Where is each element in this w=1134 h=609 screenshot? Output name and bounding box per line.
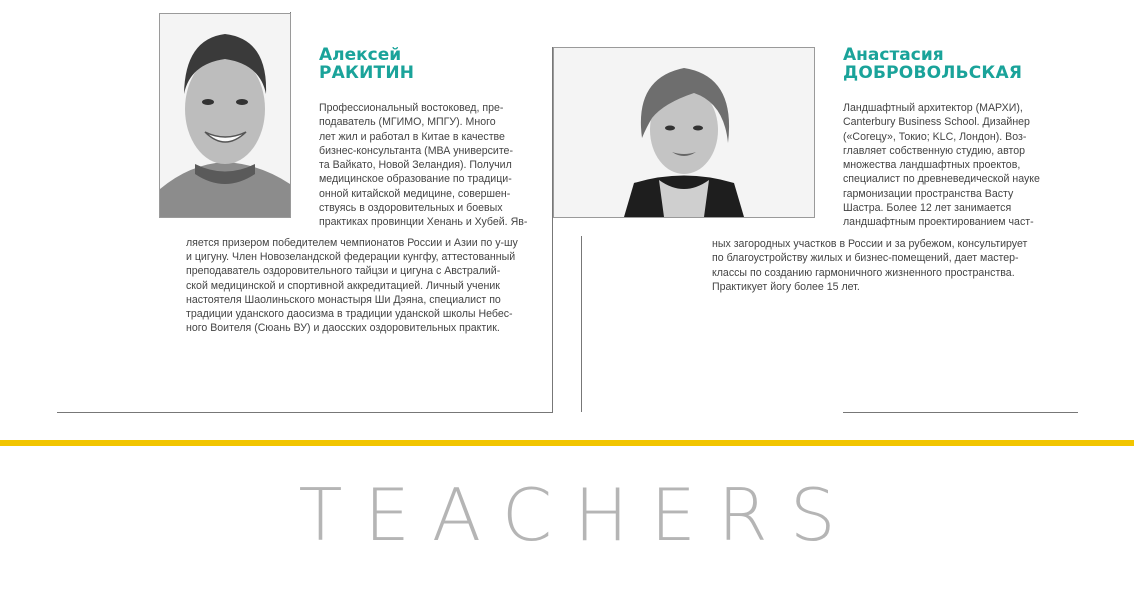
right-column-divider [581,236,582,412]
bio-line: настоятеля Шаолиньского монастыря Ши Дэяна, специалист по [186,293,501,306]
bio-line: гармонизации пространства Васту [843,187,1014,200]
bio-line: ской медицинской и спортивной аккредитацией. Личный ученик [186,279,500,292]
yellow-accent-bar [0,440,1134,446]
bio-line: Шастра. Более 12 лет занимается [843,202,1012,215]
bio-line: лет жил и работал в Китае в качестве [319,130,505,143]
right-bottom-rule [843,412,1078,413]
bio-line: ляется призером победителем чемпионатов России и Азии по у-шу [186,236,518,249]
portrait-man-image [160,14,290,217]
teacher-bio-dobrovolskaya [843,101,1040,230]
teacher-photo-dobrovolskaya [553,47,815,218]
bio-line: специалист по древневедической науке [843,173,1040,186]
bio-line: бизнес-консультанта (МВА университе- [319,144,513,157]
first-name: Анастасия [843,45,944,65]
bio-line: ного Воителя (Сюань ВУ) и даосских оздоровительных практик. [186,322,500,335]
bio-line: ствуясь в оздоровительных и боевых [319,202,503,215]
teacher-name-dobrovolskaya [843,46,1022,82]
bio-line: по благоустройству жилых и бизнес-помещений, дает мастер- [712,252,1019,265]
teacher-bio-rakitin [319,101,527,230]
bio-line: ландшафтным проектированием част- [843,216,1034,229]
bio-line: подаватель (МГИМО, МПГУ). Много [319,116,496,129]
bio-line: («Согецу», Токио; KLC, Лондон). Воз- [843,130,1027,143]
bio-line: и цигуну. Член Новозеландской федерации кунгфу, аттестованный [186,250,516,263]
bio-line: та Вайкато, Новой Зеландия). Получил [319,159,512,172]
teacher-bio-dobrovolskaya-wide [712,237,1027,294]
bio-line: онной китайской медицине, совершен- [319,187,511,200]
bio-line: практиках провинции Хенань и Хубей. Яв- [319,216,528,229]
bio-line: Ландшафтный архитектор (МАРХИ), [843,102,1023,114]
teacher-name-rakitin [319,46,414,82]
bio-line: Профессиональный востоковед, пре- [319,102,504,114]
teacher-photo-rakitin [159,13,291,218]
bio-line: Практикует йогу более 15 лет. [712,280,860,293]
teacher-bio-rakitin-wide [186,236,518,336]
bio-line: множества ландшафтных проектов, [843,159,1021,172]
bio-line: главляет собственную студию, автор [843,144,1025,157]
portrait-woman-image [554,48,814,217]
bio-line: ных загородных участков в России и за рубежом, консультирует [712,238,1028,250]
left-bottom-rule [57,412,553,413]
bio-line: преподаватель оздоровительного тайцзи и цигуна с Австралий- [186,265,501,278]
last-name: ДОБРОВОЛЬСКАЯ [843,63,1023,83]
bio-line: традиции уданского даосизма в традиции уданской школы Небес- [186,308,513,321]
bio-line: Canterbury Business School. Дизайнер [843,116,1030,129]
bio-line: медицинское образование по традици- [319,173,512,186]
bio-line: классы по созданию гармоничного жизненного пространства. [712,266,1015,279]
first-name: Алексей [319,45,402,65]
last-name: РАКИТИН [319,63,415,83]
teachers-banner: TEACHERS [298,473,858,557]
